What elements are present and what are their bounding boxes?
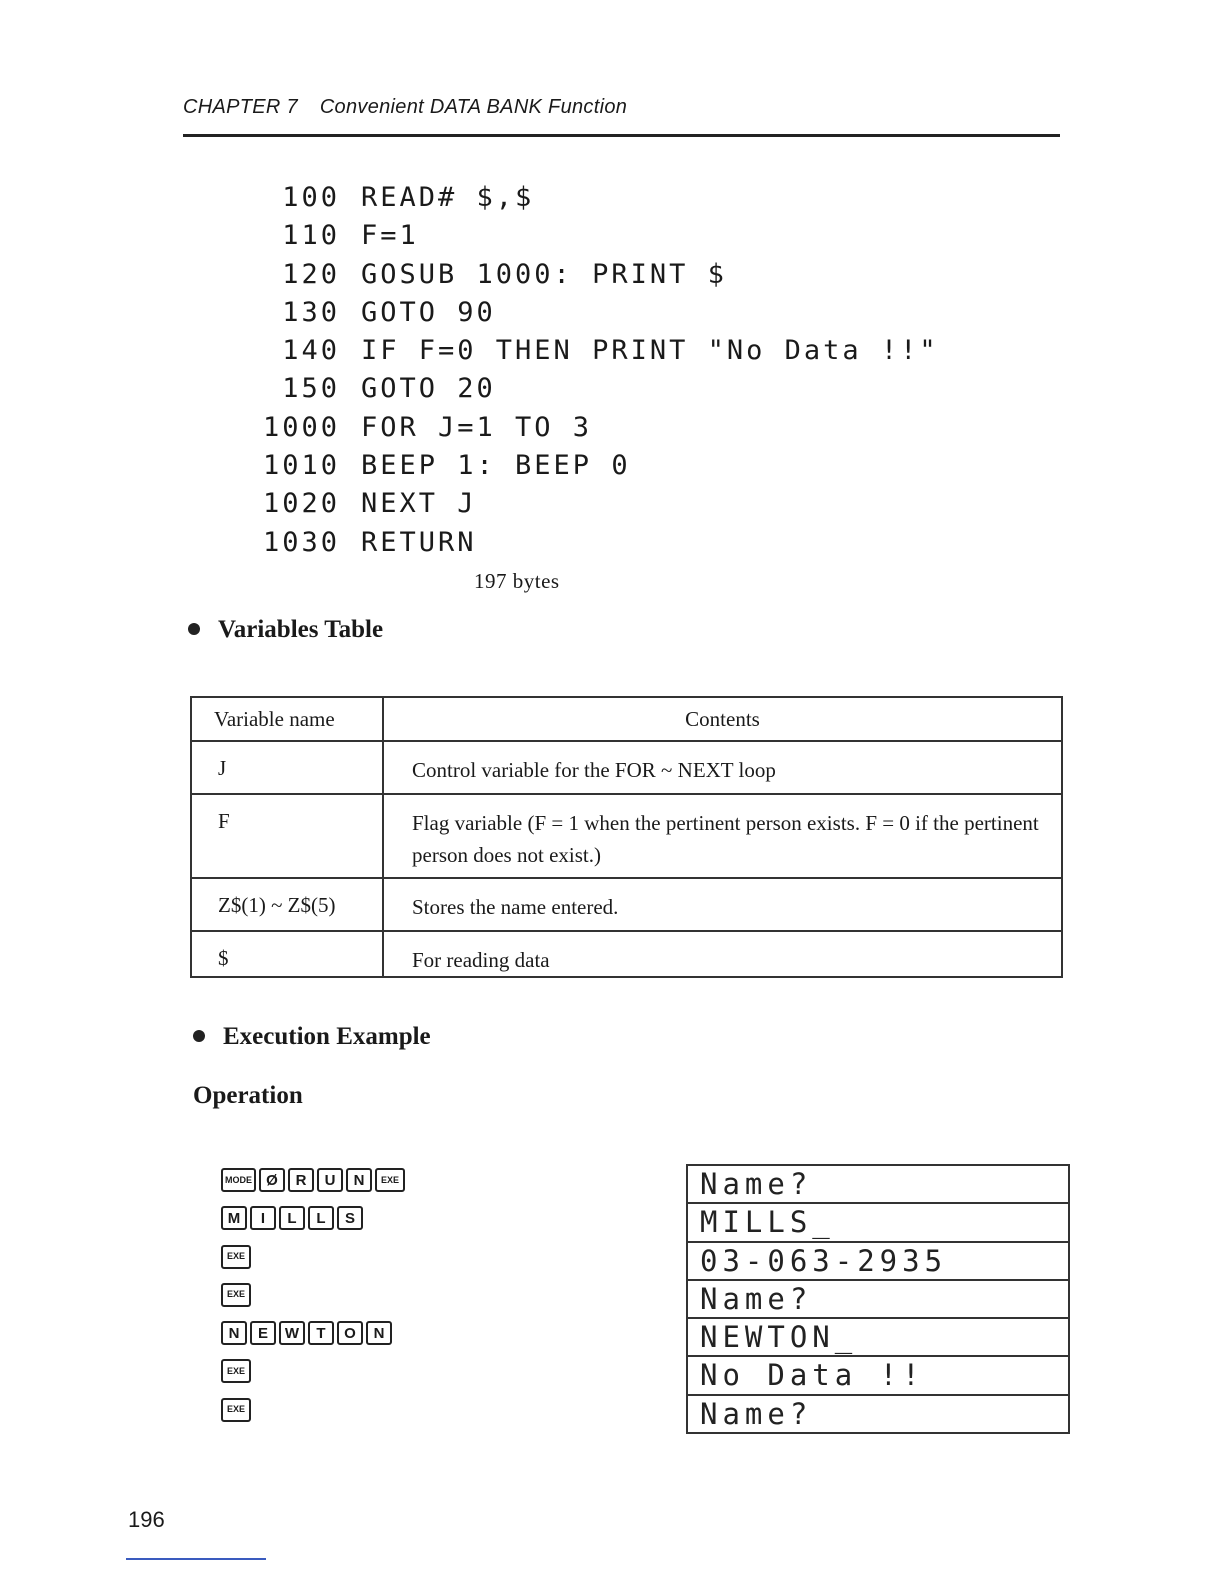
execution-example-heading: Execution Example (193, 1023, 431, 1051)
keycap-exe: EXE (375, 1168, 405, 1192)
keycap-n: N (366, 1321, 392, 1345)
variable-name-cell: F (191, 794, 383, 878)
code-statement: NEXT J (361, 488, 477, 520)
table-row (191, 931, 1062, 977)
keycap-w: W (279, 1321, 305, 1345)
line-number: 130 (282, 296, 340, 328)
code-statement: GOTO 20 (361, 373, 496, 405)
keycap-s: S (337, 1206, 363, 1230)
keycap-r: R (288, 1168, 314, 1192)
lcd-line: Name? (688, 1281, 1068, 1319)
keycap-u: U (317, 1168, 343, 1192)
page-number-rule (126, 1558, 266, 1560)
chapter-label: CHAPTER 7 (183, 96, 298, 118)
lcd-line: 03-063-2935 (688, 1243, 1068, 1281)
key-sequence-row (221, 1168, 408, 1206)
key-sequence-row (221, 1398, 408, 1436)
program-size-note: 197 bytes (474, 569, 560, 593)
line-number: 140 (282, 335, 340, 367)
code-statement: F=1 (361, 220, 419, 252)
code-statement: RETURN (361, 526, 477, 558)
keycap-n: N (221, 1321, 247, 1345)
key-sequence-row (221, 1206, 408, 1244)
table-row (191, 878, 1062, 931)
line-number: 110 (282, 220, 340, 252)
line-number: 1010 (262, 450, 340, 482)
keycap-l: L (308, 1206, 334, 1230)
variable-contents-cell: Stores the name entered. (383, 878, 1062, 931)
variables-table (190, 696, 1063, 978)
keycap-i: I (250, 1206, 276, 1230)
variable-name-cell: J (191, 741, 383, 794)
code-statement: READ# $,$ (361, 182, 535, 213)
bullet-icon (188, 623, 200, 635)
lcd-line: MILLS_ (688, 1204, 1068, 1242)
keycap-zero-slash: Ø (259, 1168, 285, 1192)
variables-table-heading: Variables Table (188, 616, 383, 644)
lcd-display-column (686, 1164, 1070, 1434)
code-statement: GOSUB 1000: PRINT $ (361, 258, 727, 290)
key-sequence-row (221, 1359, 408, 1397)
chapter-title: Convenient DATA BANK Function (319, 96, 628, 118)
lcd-line: Name? (688, 1396, 1068, 1434)
table-row (191, 794, 1062, 878)
keycap-o: O (337, 1321, 363, 1345)
line-number: 100 (282, 182, 340, 213)
line-number: 1030 (262, 526, 340, 558)
keycap-l: L (279, 1206, 305, 1230)
table-row (191, 741, 1062, 794)
code-statement: IF F=0 THEN PRINT "No Data !!" (361, 335, 939, 367)
key-sequence-column (221, 1168, 408, 1436)
variable-contents-cell: For reading data (383, 931, 1062, 977)
lcd-line: Name? (688, 1166, 1068, 1204)
line-number: 1000 (262, 411, 340, 443)
code-statement: FOR J=1 TO 3 (361, 411, 593, 443)
key-sequence-row (221, 1321, 408, 1359)
keycap-mode: MODE (221, 1168, 256, 1192)
keycap-exe: EXE (221, 1359, 251, 1383)
line-number: 1020 (262, 488, 340, 520)
keycap-n: N (346, 1168, 372, 1192)
variable-contents-cell: Flag variable (F = 1 when the pertinent person exists. F = 0 if the pertinent person does not exist.) (383, 794, 1062, 878)
lcd-line: NEWTON_ (688, 1319, 1068, 1357)
keycap-t: T (308, 1321, 334, 1345)
page-number: 196 (128, 1507, 165, 1532)
column-header-variable-name: Variable name (191, 697, 383, 741)
keycap-exe: EXE (221, 1283, 251, 1307)
keycap-m: M (221, 1206, 247, 1230)
variable-name-cell: Z$(1) ~ Z$(5) (191, 878, 383, 931)
running-header (183, 96, 1059, 119)
code-statement: GOTO 90 (361, 296, 496, 328)
keycap-exe: EXE (221, 1245, 251, 1269)
variable-name-cell: $ (191, 931, 383, 977)
bullet-icon (193, 1030, 205, 1042)
line-number: 150 (282, 373, 340, 405)
keycap-e: E (250, 1321, 276, 1345)
lcd-line: No Data !! (688, 1357, 1068, 1395)
line-number: 120 (282, 258, 340, 290)
header-rule (183, 134, 1060, 137)
variable-contents-cell: Control variable for the FOR ~ NEXT loop (383, 741, 1062, 794)
code-statement: BEEP 1: BEEP 0 (361, 450, 631, 482)
column-header-contents: Contents (383, 697, 1062, 741)
keycap-exe: EXE (221, 1398, 251, 1422)
operation-label: Operation (193, 1082, 303, 1109)
key-sequence-row (221, 1283, 408, 1321)
key-sequence-row (221, 1245, 408, 1283)
